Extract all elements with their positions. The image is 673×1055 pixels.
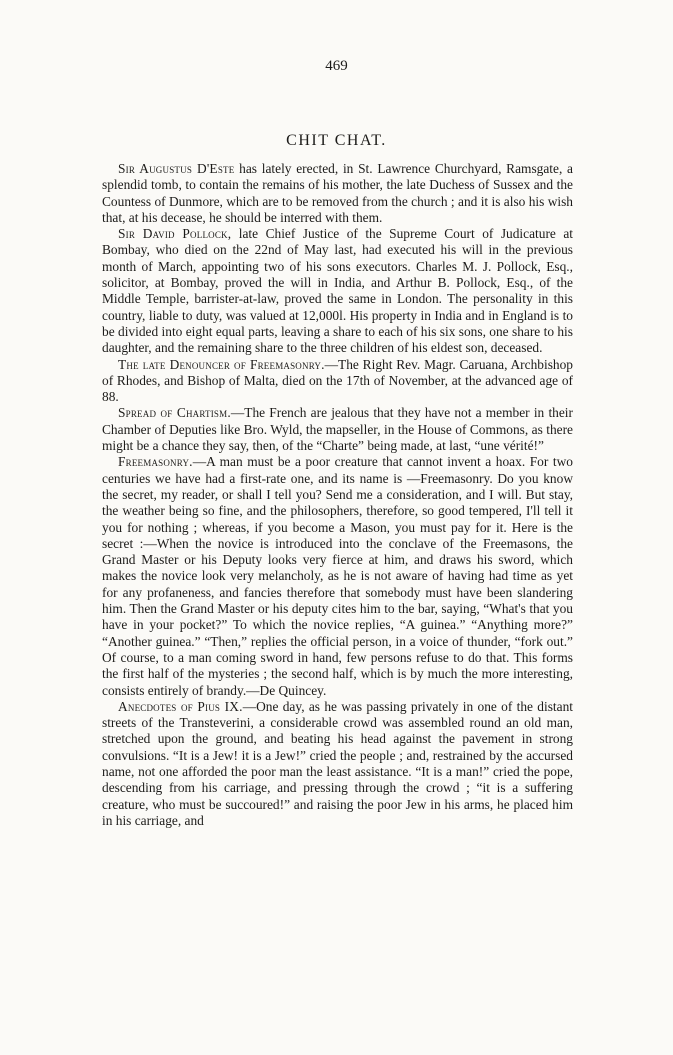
paragraph-text: —One day, as he was passing privately in one of the distant streets of the Transteverini, a considerable crowd was assembled round an old man, stretched upon the ground, and beating his head against the pavement in strong convulsions. “It is a Jew! it is a Jew!” cried the people ; and, restrained by the accursed name, not one afforded the poor man the least assistance. “It is a man!” cried the pope, descending from his carriage, and pressing through the crowd ; “it is a suffering creature, who must be succoured!” and raising the poor Jew in his arms, he placed him in his carriage, and xyxy=(102,698,573,828)
paragraph-lead: Sir David Pollock, xyxy=(118,226,232,242)
page-number: 469 xyxy=(325,58,348,74)
paragraph-text: has lately erected, in St. Lawrence Churchyard, Ramsgate, a splendid tomb, to contain the remains of his mother, the late Duchess of Sussex and the Countess of Dunmore, which are to be removed from the church ; and it is also his wish that, at his decease, he should be interred with them. xyxy=(102,161,573,225)
paragraph-freemasonry xyxy=(102,454,573,698)
article-body xyxy=(102,161,573,829)
page-title: CHIT CHAT. xyxy=(286,132,387,149)
paragraph-denouncer xyxy=(102,357,573,406)
paragraph-pius-ix xyxy=(102,699,573,829)
paragraph-lead: Anecdotes of Pius IX. xyxy=(118,698,243,714)
paragraph-lead: The late Denouncer of Freemasonry. xyxy=(118,356,325,372)
paragraph-text: late Chief Justice of the Supreme Court of Judicature at Bombay, who died on the 22nd of May last, had executed his will in the previous month of March, appointing two of his sons executors. Charles M. J. Pollock, Esq., solicitor, at Bombay, proved the will in India, and Arthur B. Pollock, Esq., of the Middle Temple, barrister-at-law, proved the same in London. The personality in this country, liable to duty, was valued at 12,000l. His property in India and in England is to be divided into eight equal parts, leaving a share to each of his six sons, one share to his daughter, and the remaining share to the three children of his eldest son, deceased. xyxy=(102,226,573,356)
paragraph-lead: Spread of Chartism. xyxy=(118,405,231,421)
paragraph-pollock-will xyxy=(102,226,573,356)
paragraph-text: —The Right Rev. Magr. Caruana, Archbishop of Rhodes, and Bishop of Malta, died on the 17th of November, at the advanced age of 88. xyxy=(102,356,573,405)
paragraph-text: —A man must be a poor creature that cannot invent a hoax. For two centuries we have had a first-rate one, and its name is —Freemasonry. Do you know the secret, my reader, or shall I tell you? Send me a consideration, and I will. But stay, the weather being so fine, and the philosophers, therefore, so good tempered, I'll tell it you for nothing ; whereas, if you become a Mason, you must pay for it. Here is the secret :—When the novice is introduced into the conclave of the Freemasons, the Grand Master or his Deputy looks very fierce at him, and draws his sword, which makes the novice look very melancholy, as he is not aware of having had time as yet for any profaneness, and fancies therefore that somebody must have been slandering him. Then the Grand Master or his deputy cites him to the bar, saying, “What's that you have in your pocket?” To which the novice replies, “A guinea.” “Anything more?” “Another guinea.” “Then,” replies the official person, in a voice of thunder, “fork out.” Of course, to a man coming sword in hand, few persons refuse to do that. This forms the first half of the mysteries ; the second half, which is by much the more interesting, consists entirely of brandy.—De Quincey. xyxy=(102,454,573,698)
paragraph-chartism xyxy=(102,405,573,454)
paragraph-este-tomb xyxy=(102,161,573,226)
paragraph-text: —The French are jealous that they have not a member in their Chamber of Deputies like Bro. Wyld, the mapseller, in the House of Commons, as there might be a chance they say, then, of the “Charte” being made, at last, “une vérité!” xyxy=(102,405,573,454)
paragraph-lead: Sir Augustus D'Este xyxy=(118,161,235,176)
paragraph-lead: Freemasonry. xyxy=(118,454,193,470)
